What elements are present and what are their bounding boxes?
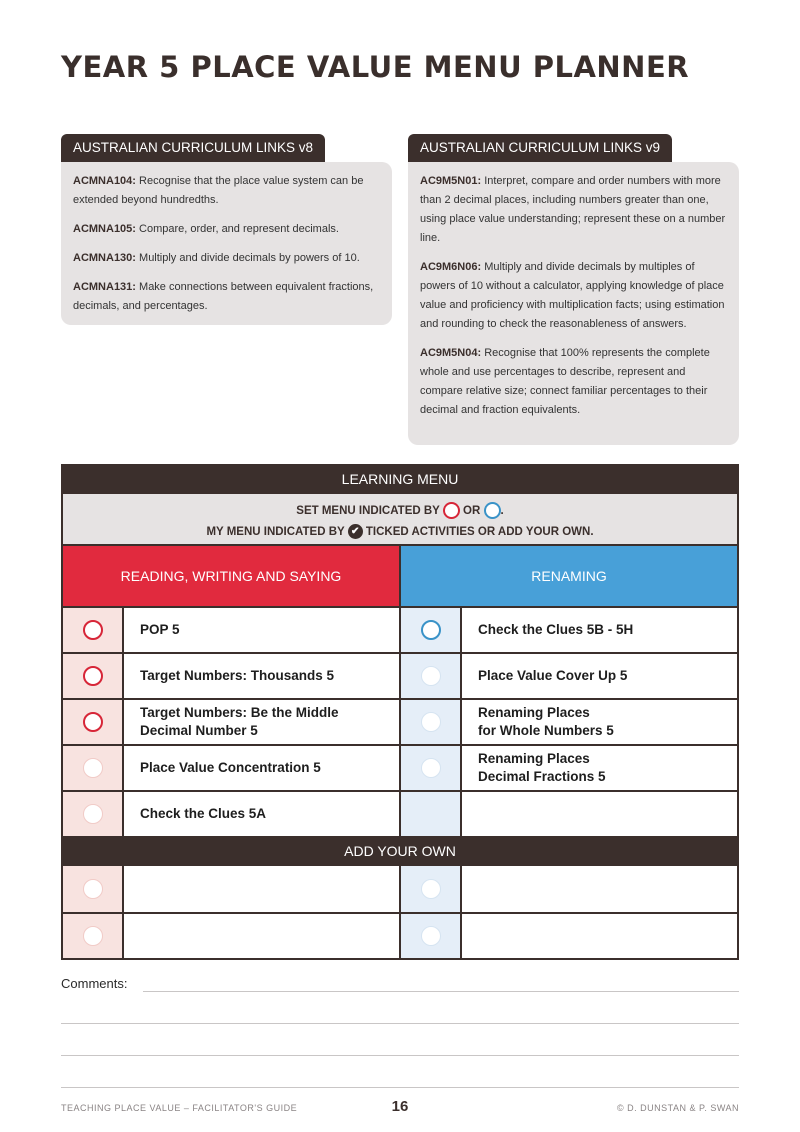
- learning-menu-heading: LEARNING MENU: [61, 464, 739, 494]
- curriculum-code: AC9M5N01:: [420, 175, 482, 187]
- checkbox-circle[interactable]: [83, 879, 103, 899]
- set-menu-checkbox-circle[interactable]: [421, 620, 441, 640]
- checkbox-cell: [401, 654, 462, 698]
- page-number: 16: [391, 1098, 409, 1115]
- table-row: [63, 790, 737, 836]
- checkbox-circle[interactable]: [421, 879, 441, 899]
- curriculum-code: ACMNA130:: [73, 252, 136, 264]
- checkbox-circle[interactable]: [83, 804, 103, 824]
- curriculum-code: ACMNA104:: [73, 175, 136, 187]
- checkbox-circle[interactable]: [83, 926, 103, 946]
- set-menu-legend: SET MENU INDICATED BY OR .: [63, 501, 737, 522]
- add-your-own-grid: [61, 866, 739, 960]
- curriculum-v9-box: [408, 162, 739, 445]
- checkbox-cell: [401, 700, 462, 744]
- curriculum-item: AC9M5N04: Recognise that 100% represents the complete whole and use percentages to describe, represent and compare relative size; connect familiar percentages to their decimal and fraction equivalents.: [420, 347, 710, 416]
- add-activity-field[interactable]: [124, 914, 399, 958]
- table-row: [63, 744, 737, 790]
- curriculum-code: AC9M6N06:: [420, 261, 482, 273]
- checkbox-cell: [63, 746, 124, 790]
- blue-circle-icon: [484, 502, 501, 519]
- menu-column-headers: [63, 546, 737, 606]
- add-activity-field[interactable]: [124, 866, 399, 912]
- comment-line[interactable]: [61, 1087, 739, 1088]
- menu-legend: [61, 494, 739, 546]
- activity-name: Check the Clues 5B - 5H: [478, 622, 634, 637]
- curriculum-code: ACMNA105:: [73, 223, 136, 235]
- curriculum-v8-heading: AUSTRALIAN CURRICULUM LINKS v8: [61, 134, 325, 162]
- page-title: YEAR 5 PLACE VALUE MENU PLANNER: [61, 50, 690, 84]
- set-menu-checkbox-circle[interactable]: [83, 666, 103, 686]
- checkbox-cell: [63, 700, 124, 744]
- comment-line[interactable]: [143, 991, 739, 992]
- menu-grid: [61, 546, 739, 836]
- checkbox-cell: [401, 746, 462, 790]
- table-row: [63, 866, 737, 912]
- footer-title: TEACHING PLACE VALUE – FACILITATOR'S GUIDE: [61, 1103, 298, 1113]
- curriculum-v9-heading: AUSTRALIAN CURRICULUM LINKS v9: [408, 134, 672, 162]
- curriculum-item: AC9M5N01: Interpret, compare and order numbers with more than 2 decimal places, including numbers greater than one, using place value understanding; represent these on a number line.: [420, 175, 726, 244]
- curriculum-v8-box: [61, 162, 392, 325]
- checkbox-cell: [63, 654, 124, 698]
- curriculum-item: ACMNA130: Multiply and divide decimals by powers of 10.: [73, 252, 360, 264]
- comment-line[interactable]: [61, 1023, 739, 1024]
- checkbox-cell: [63, 608, 124, 652]
- set-menu-checkbox-circle[interactable]: [83, 712, 103, 732]
- activity-name: Renaming Places for Whole Numbers 5: [478, 705, 614, 738]
- curriculum-item: ACMNA104: Recognise that the place value system can be extended beyond hundredths.: [73, 175, 364, 206]
- comments-label: Comments:: [61, 976, 128, 991]
- table-row: [63, 698, 737, 744]
- checkbox-circle[interactable]: [421, 666, 441, 686]
- activity-name: Place Value Concentration 5: [140, 760, 321, 775]
- curriculum-item: AC9M6N06: Multiply and divide decimals by multiples of powers of 10 without a calculator, applying knowledge of place value and proficiency with multiplication facts; using estimation and rounding to check the reasonableness of answers.: [420, 261, 725, 330]
- checkbox-cell: [63, 792, 124, 836]
- footer-copyright: © D. DUNSTAN & P. SWAN: [617, 1103, 739, 1113]
- activity-name: Renaming Places Decimal Fractions 5: [478, 751, 606, 784]
- checkbox-cell: [401, 792, 462, 836]
- curriculum-item: ACMNA105: Compare, order, and represent decimals.: [73, 223, 339, 235]
- activity-name: [462, 792, 737, 836]
- table-row: [63, 652, 737, 698]
- add-your-own-heading: ADD YOUR OWN: [61, 836, 739, 866]
- checkmark-icon: ✔: [348, 524, 363, 539]
- activity-name: Place Value Cover Up 5: [478, 668, 628, 683]
- checkbox-circle[interactable]: [421, 712, 441, 732]
- curriculum-code: AC9M5N04:: [420, 347, 482, 359]
- checkbox-circle[interactable]: [421, 926, 441, 946]
- table-row: [63, 606, 737, 652]
- activity-name: Target Numbers: Thousands 5: [140, 668, 335, 683]
- learning-menu: [61, 464, 739, 960]
- my-menu-legend: MY MENU INDICATED BY ✔ TICKED ACTIVITIES OR ADD YOUR OWN.: [206, 526, 594, 538]
- activity-name: POP 5: [140, 622, 180, 637]
- table-row: [63, 912, 737, 958]
- add-activity-field[interactable]: [462, 866, 737, 912]
- menu-rows: [63, 606, 737, 836]
- curriculum-item: ACMNA131: Make connections between equivalent fractions, decimals, and percentages.: [73, 281, 374, 312]
- add-activity-field[interactable]: [462, 914, 737, 958]
- set-menu-checkbox-circle[interactable]: [83, 620, 103, 640]
- comment-line[interactable]: [61, 1055, 739, 1056]
- column-header-renaming: RENAMING: [401, 546, 737, 606]
- curriculum-code: ACMNA131:: [73, 281, 136, 293]
- checkbox-circle[interactable]: [421, 758, 441, 778]
- activity-name: Check the Clues 5A: [140, 806, 267, 821]
- checkbox-cell: [401, 608, 462, 652]
- activity-name: Target Numbers: Be the Middle Decimal Number 5: [140, 705, 339, 738]
- checkbox-circle[interactable]: [83, 758, 103, 778]
- column-header-reading: READING, WRITING AND SAYING: [63, 546, 401, 606]
- red-circle-icon: [443, 502, 460, 519]
